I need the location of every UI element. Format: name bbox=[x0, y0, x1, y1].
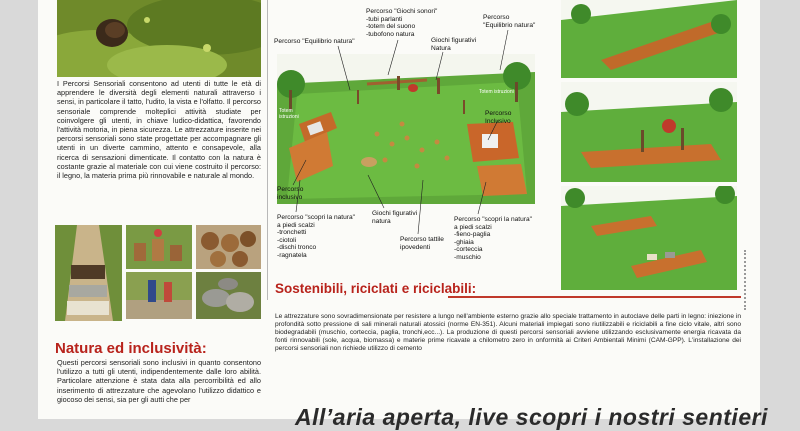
label-line: a piedi scalzi bbox=[454, 223, 492, 231]
sostenibili-text: Le attrezzature sono sovradimensionate per resistere a lungo nell'ambiente esterno grazie allo speciale trattamento in autoclave delle parti in legno: iniezione in profondità sotto pressione di sali minerali naturali atossici (norme EN-351). Alcuni materiali impiegati sono riutilizzabili e riciclabili a fine ciclo vitale, altri sono biodegradabili (muschio, corteccia, paglia, tronchi,ecc...). La produzione di questi percorsi sensoriali avviene utilizzando esclusivamente energia ricavata da fonti rinnovabili (sole, acqua, biomassa) e materie prime ricavate a chilometro zero in onformità ai Criteri Ambientali Minimi (CAM-GPP). L'installazione dei percorsi sensoriali non richiede utilizzo di cemento bbox=[275, 313, 741, 352]
inclusivita-title: Natura ed inclusività: bbox=[55, 340, 207, 357]
label-equilibrio-left: Percorso "Equilibrio natura" bbox=[274, 38, 355, 45]
label-line: -ragnatela bbox=[277, 251, 307, 259]
label-line: ipovedenti bbox=[400, 243, 431, 251]
label-line: -fieno-paglia bbox=[454, 231, 491, 239]
label-line: a piedi scalzi bbox=[277, 221, 315, 229]
page-edge-marks bbox=[744, 250, 749, 310]
label-line: istruzioni bbox=[279, 114, 299, 120]
intro-paragraph: I Percorsi Sensoriali consentono ad utenti di tutte le età di apprendere le diversità degli elementi naturali attraverso i sensi, in particolare il tatto, l'udito, la vista e l'olfatto. Il percorso sensoriale comprende molteplici attività studiate per coinvolgere gli utenti, in chiave ludico-didattica, favorendo l'attività motoria, in piena sicurezza. Le attrezzature inserite nei percorsi sensoriali sono state progettate per accompagnare gli utenti in un diverte cammino, attento e consapevole, alla ricerca di sensazioni dimenticate. Il contatto con la natura è costante grazie al materiale con cui viene costruito il percorso: il legno, la materia prima più rinnovabile e naturale al mondo. bbox=[57, 79, 261, 181]
brochure-page bbox=[38, 0, 760, 419]
render-balance-beam bbox=[561, 0, 737, 78]
label-giochi-sonori-line: Percorso "Giochi sonori" bbox=[366, 8, 438, 15]
label-line: Percorso bbox=[277, 186, 304, 193]
label-line: -corteccia bbox=[454, 246, 483, 254]
label-line: "Equilibrio natura" bbox=[483, 21, 536, 29]
label-line: Natura bbox=[431, 44, 451, 52]
inclusivita-text: Questi percorsi sensoriali sono inclusivi in quanto consentono l'utilizzo a tutti gli utenti, indipendentemente dalle loro abilità. Particolare attenzione è stata data alla percorribilità ed allo inserimento di attrezzature che agevolano l'utilizzo didattico e giocoso dei sensi, sia per gli autti che per bbox=[57, 358, 261, 404]
label-line: Totem bbox=[279, 108, 293, 114]
label-line: -ciotoli bbox=[277, 236, 297, 244]
render-barefoot-path bbox=[561, 186, 737, 290]
label-line: -dischi tronco bbox=[277, 244, 317, 252]
label-giochi-sonori-line: -tubofono natura bbox=[366, 30, 415, 38]
label-line: Percorso "scopri la natura" bbox=[454, 216, 532, 223]
label-line: -tronchetti bbox=[277, 229, 307, 237]
label-line: Giochi figurativi bbox=[431, 37, 477, 44]
sostenibili-title: Sostenibili, riciclati e riciclabili: bbox=[275, 281, 477, 296]
label-giochi-sonori-line: -totem del suono bbox=[366, 23, 416, 31]
label-totem-destra: Totem istruzioni bbox=[479, 89, 514, 95]
label-line: inclusivo bbox=[277, 193, 303, 201]
label-giochi-sonori-line: -tubi parlanti bbox=[366, 15, 403, 23]
label-line: natura bbox=[372, 217, 391, 225]
label-line: -muschio bbox=[454, 253, 481, 261]
title-underline bbox=[448, 296, 741, 298]
label-line: Inclusivo bbox=[485, 117, 511, 125]
footer-slogan: All’aria aperta, live scopri i nostri sentieri bbox=[295, 404, 768, 430]
label-line: Percorso tattile bbox=[400, 236, 444, 243]
label-line: Percorso "scopri la natura" bbox=[277, 214, 355, 221]
label-line: Percorso bbox=[485, 110, 512, 117]
label-line: Percorso bbox=[483, 14, 510, 21]
label-line: Giochi figurativi bbox=[372, 210, 418, 217]
render-sound-path bbox=[561, 82, 737, 182]
label-line: -ghiaia bbox=[454, 238, 474, 246]
